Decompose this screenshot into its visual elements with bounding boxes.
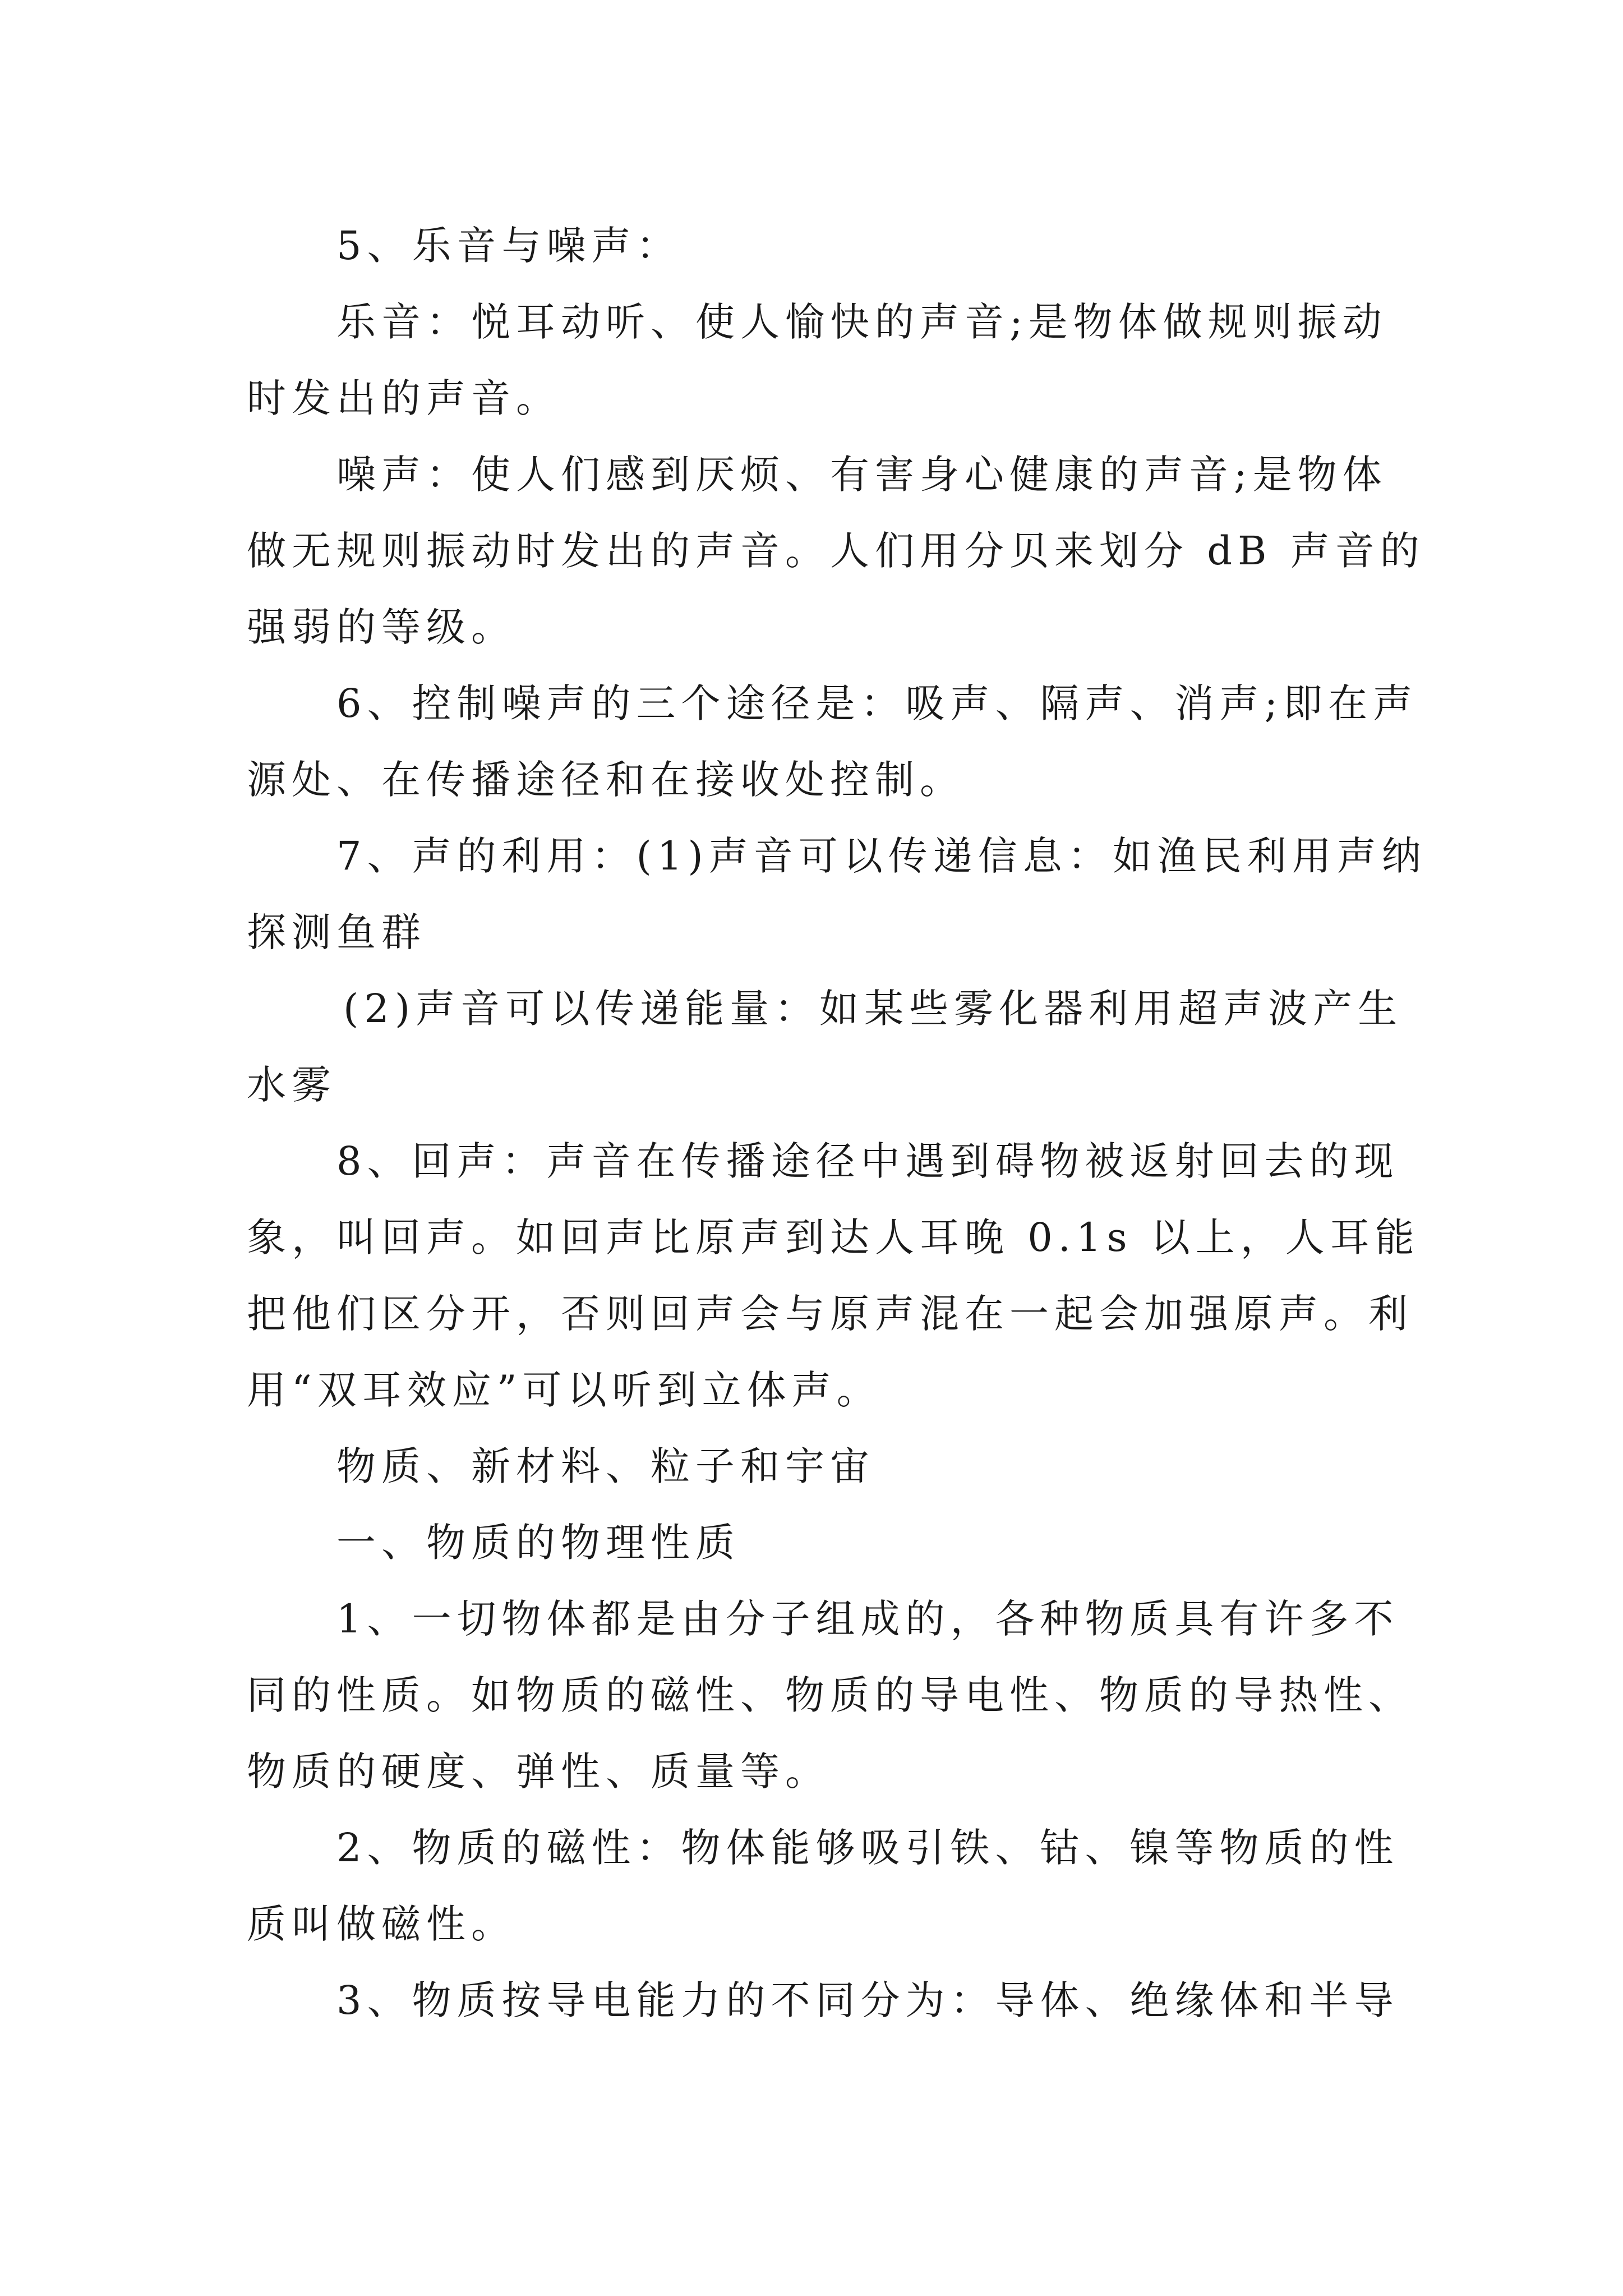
paragraph-line: 强弱的等级。 [247,604,516,650]
paragraph-line: 象，叫回声。如回声比原声到达人耳晚 0.1s 以上，人耳能 [247,1214,1420,1260]
paragraph-line: 用“双耳效应”可以听到立体声。 [247,1367,882,1413]
section-heading: 物质、新材料、粒子和宇宙 [336,1443,875,1489]
paragraph-line: 做无规则振动时发出的声音。人们用分贝来划分 dB 声音的 [247,528,1425,574]
paragraph-line: 时发出的声音。 [247,375,561,421]
paragraph-line: 7、声的利用：(1)声音可以传递信息：如渔民利用声纳 [336,833,1427,879]
paragraph-line: 物质的硬度、弹性、质量等。 [247,1749,830,1795]
paragraph-line: 噪声：使人们感到厌烦、有害身心健康的声音;是物体 [336,452,1387,498]
paragraph-line: 6、控制噪声的三个途径是：吸声、隔声、消声;即在声 [336,680,1418,726]
paragraph-line: 质叫做磁性。 [247,1901,516,1947]
paragraph-line: 水雾 [247,1062,336,1108]
paragraph-line: 5、乐音与噪声： [336,223,681,269]
paragraph-line: 同的性质。如物质的磁性、物质的导电性、物质的导热性、 [247,1672,1413,1718]
paragraph-line: 源处、在传播途径和在接收处控制。 [247,757,965,803]
paragraph-line: 把他们区分开，否则回声会与原声混在一起会加强原声。利 [247,1291,1413,1337]
paragraph-line: 乐音：悦耳动听、使人愉快的声音;是物体做规则振动 [336,299,1387,345]
paragraph-line: 3、物质按导电能力的不同分为：导体、绝缘体和半导 [336,1977,1399,2023]
paragraph-line: (2)声音可以传递能量：如某些雾化器利用超声波产生 [343,986,1403,1032]
paragraph-line: 2、物质的磁性：物体能够吸引铁、钴、镍等物质的性 [336,1825,1399,1871]
paragraph-line: 探测鱼群 [247,909,426,955]
section-heading: 一、物质的物理性质 [336,1520,740,1566]
paragraph-line: 1、一切物体都是由分子组成的，各种物质具有许多不 [336,1596,1399,1642]
paragraph-line: 8、回声：声音在传播途径中遇到碍物被返射回去的现 [336,1138,1399,1184]
